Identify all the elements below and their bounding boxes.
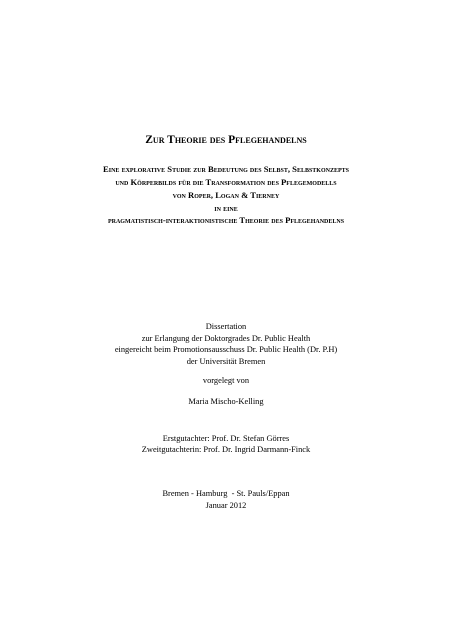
subtitle-line-2: und Körperbilds für die Transformation des Pflegemodells <box>115 177 337 187</box>
dissertation-label: Dissertation <box>205 322 247 331</box>
dissertation-submission: eingereicht beim Promotionsausschuss Dr. Public Health (Dr. P.H) <box>114 345 338 354</box>
university-name: der Universität Bremen <box>186 357 266 366</box>
place: Bremen - Hamburg - St. Pauls/Eppan <box>162 489 290 498</box>
subtitle-line-4: in eine <box>214 203 238 213</box>
second-reviewer: Zweitgutachterin: Prof. Dr. Ingrid Darmann-Finck <box>141 445 311 454</box>
author-name: Maria Mischo-Kelling <box>188 397 264 406</box>
dissertation-purpose: zur Erlangung der Doktorgrades Dr. Public Health <box>141 334 311 343</box>
document-title: Zur Theorie des Pflegehandelns <box>145 134 307 146</box>
subtitle-line-5: pragmatistisch-interaktionistische Theorie des Pflegehandelns <box>107 215 345 225</box>
presented-by-label: vorgelegt von <box>202 376 250 385</box>
subtitle-line-1: Eine explorative Studie zur Bedeutung des Selbst, Selbstkonzepts <box>103 164 349 174</box>
subtitle-line-3: von Roper, Logan & Tierney <box>172 190 280 200</box>
first-reviewer: Erstgutachter: Prof. Dr. Stefan Görres <box>162 434 290 443</box>
date: Januar 2012 <box>205 501 247 510</box>
